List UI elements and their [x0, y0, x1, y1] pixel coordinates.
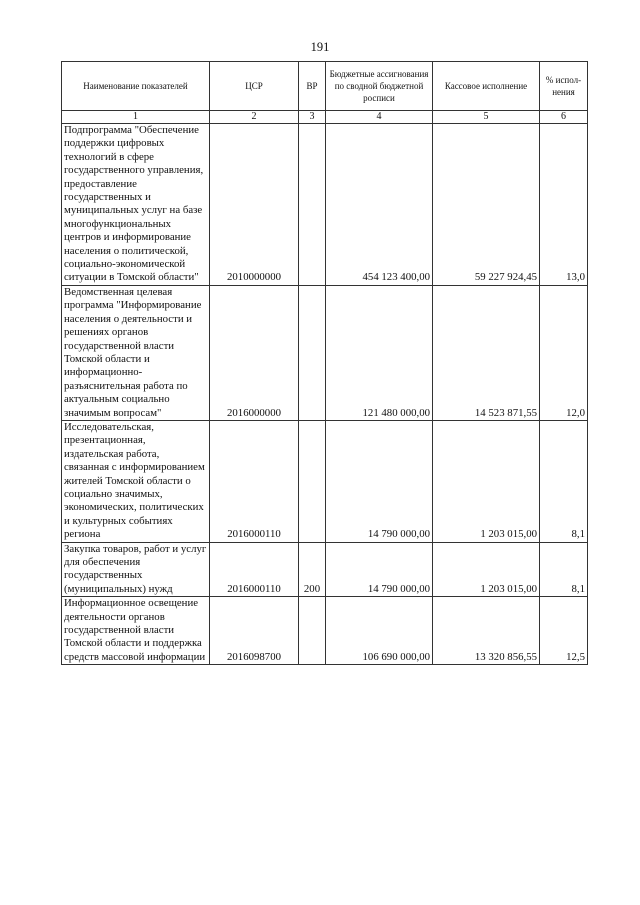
- row-csr: 2016000110: [210, 420, 299, 542]
- header-csr: ЦСР: [210, 62, 299, 111]
- row-csr: 2010000000: [210, 124, 299, 286]
- budget-execution-table: [61, 61, 588, 665]
- table-row: [62, 420, 588, 542]
- table-row: [62, 542, 588, 597]
- row-vr: [299, 597, 326, 665]
- column-number: 5: [433, 111, 540, 124]
- row-name: Информационное освещение деятельности органов государственной власти Томской области и поддержка средств массовой информации: [62, 597, 210, 665]
- row-percent: 12,5: [540, 597, 588, 665]
- row-name: Закупка товаров, работ и услуг для обеспечения государственных (муниципальных) нужд: [62, 542, 210, 597]
- row-name: Подпрограмма "Обеспечение поддержки цифровых технологий в сфере государственного управления, предоставление государственных и муниципальных услуг на базе многофункциональных центров и информирование населения о политической, социально-экономической ситуации в Томской области": [62, 124, 210, 286]
- column-number-row: [62, 111, 588, 124]
- row-percent: 12,0: [540, 285, 588, 420]
- table-row: [62, 285, 588, 420]
- row-budget: 121 480 000,00: [326, 285, 433, 420]
- row-budget: 106 690 000,00: [326, 597, 433, 665]
- row-cash: 1 203 015,00: [433, 542, 540, 597]
- row-percent: 13,0: [540, 124, 588, 286]
- row-csr: 2016000000: [210, 285, 299, 420]
- row-vr: [299, 285, 326, 420]
- row-percent: 8,1: [540, 420, 588, 542]
- row-vr: [299, 420, 326, 542]
- header-vr: ВР: [299, 62, 326, 111]
- row-budget: 454 123 400,00: [326, 124, 433, 286]
- row-vr: 200: [299, 542, 326, 597]
- row-vr: [299, 124, 326, 286]
- row-budget: 14 790 000,00: [326, 420, 433, 542]
- column-number: 4: [326, 111, 433, 124]
- row-cash: 1 203 015,00: [433, 420, 540, 542]
- column-number: 6: [540, 111, 588, 124]
- table-header-row: [62, 62, 588, 111]
- row-name: Исследовательская, презентационная, издательская работа, связанная с информированием жителей Томской области о социально значимых, экономических, политических и культурных событиях региона: [62, 420, 210, 542]
- header-percent: % испол-нения: [540, 62, 588, 111]
- column-number: 1: [62, 111, 210, 124]
- row-percent: 8,1: [540, 542, 588, 597]
- row-cash: 59 227 924,45: [433, 124, 540, 286]
- table-row: [62, 124, 588, 286]
- row-cash: 14 523 871,55: [433, 285, 540, 420]
- row-budget: 14 790 000,00: [326, 542, 433, 597]
- header-cash: Кассовое исполнение: [433, 62, 540, 111]
- table-row: [62, 597, 588, 665]
- page-number: 191: [310, 40, 330, 54]
- row-name: Ведомственная целевая программа "Информирование населения о деятельности и решениях органов государственной власти Томской области и информационно-разъяснительная работа по актуальным социально значимым вопросам": [62, 285, 210, 420]
- row-csr: 2016000110: [210, 542, 299, 597]
- row-csr: 2016098700: [210, 597, 299, 665]
- header-name: Наименование показателей: [62, 62, 210, 111]
- column-number: 3: [299, 111, 326, 124]
- column-number: 2: [210, 111, 299, 124]
- header-budget: Бюджетные ассигнования по сводной бюджетной росписи: [326, 62, 433, 111]
- row-cash: 13 320 856,55: [433, 597, 540, 665]
